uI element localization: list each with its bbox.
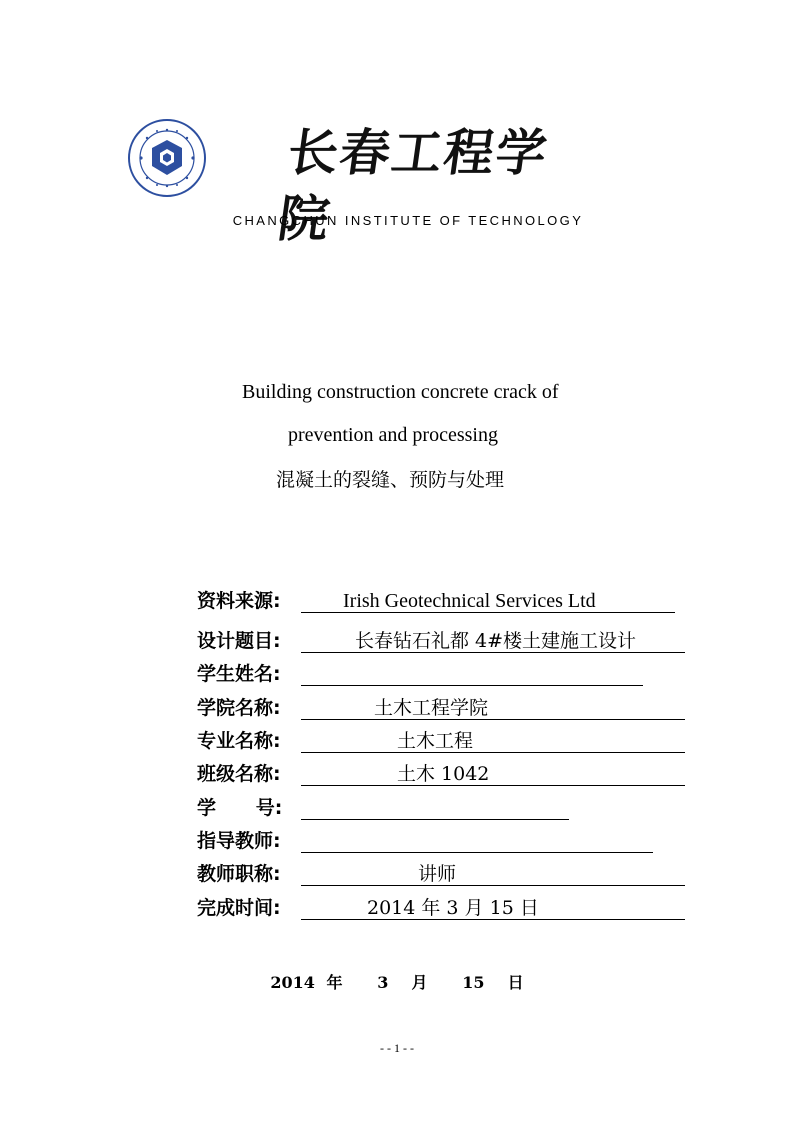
field-underline (301, 819, 569, 820)
field-value: 土木 1042 (397, 763, 490, 785)
field-label: 设计题目: (197, 630, 281, 652)
field-label: 指导教师: (197, 830, 281, 852)
field-label: 完成时间: (197, 897, 281, 919)
field-value: 讲师 (418, 863, 457, 885)
field-value: 土木工程学院 (374, 697, 489, 719)
field-underline (301, 885, 685, 886)
field-label: 学生姓名: (197, 663, 281, 685)
page-number: - - 1 - - (380, 1041, 414, 1055)
field-label: 学院名称: (197, 697, 281, 719)
school-name-calligraphy: 长春工程学院 (274, 123, 553, 248)
field-underline (301, 685, 643, 686)
field-label: 班级名称: (197, 763, 281, 785)
school-name-english: CHANGCHUN INSTITUTE OF TECHNOLOGY (232, 213, 584, 228)
field-value: 2014 年 3 月 15 日 (367, 897, 539, 919)
title-chinese: 混凝土的裂缝、预防与处理 (276, 469, 505, 491)
field-label: 专业名称: (197, 730, 281, 752)
field-label: 教师职称: (197, 863, 281, 885)
field-underline (301, 752, 685, 753)
field-underline (301, 785, 685, 786)
field-underline (301, 852, 653, 853)
field-value: Irish Geotechnical Services Ltd (343, 590, 596, 612)
field-label: 资料来源: (197, 590, 281, 612)
title-english-line-2: prevention and processing (288, 424, 498, 446)
title-english-line-1: Building construction concrete crack of (242, 381, 559, 403)
school-seal-icon (127, 118, 207, 198)
field-value: 长春钻石礼都 4#楼土建施工设计 (355, 630, 637, 652)
field-label: 学 号: (197, 797, 283, 819)
field-value: 土木工程 (397, 730, 474, 752)
field-underline (301, 719, 685, 720)
document-date: 2014 年 3 月 15 日 (270, 973, 524, 992)
